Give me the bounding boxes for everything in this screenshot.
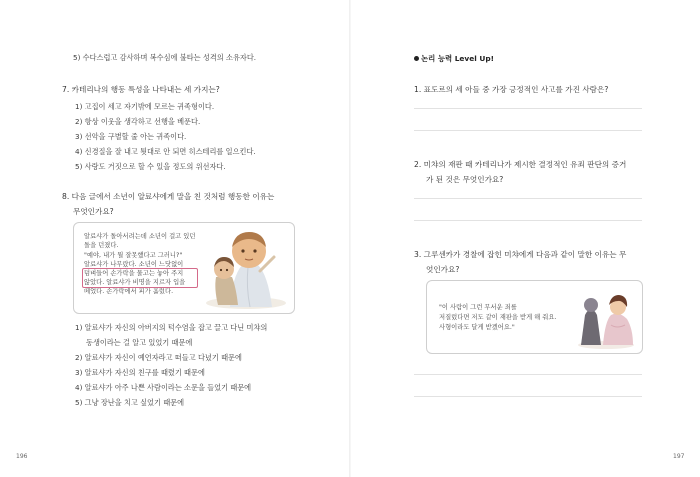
quote-line-1: "이 사람이 그런 무서운 죄를 [439, 304, 517, 311]
excerpt-line-5: 덤벼들어 손가락을 물고는 놓아 주지 [84, 270, 184, 277]
q8-option-5: 5) 그냥 장난을 치고 싶었기 때문에 [75, 398, 185, 407]
quote-line-2: 저질렀다면 저도 같이 재판을 받게 해 줘요. [439, 314, 557, 321]
answer-line [414, 396, 642, 397]
q7-option-3: 3) 선악을 구별할 줄 아는 귀족이다. [75, 132, 187, 141]
section-heading [414, 54, 494, 64]
excerpt-line-3: "예야, 내가 뭘 잘못했다고 그러니?" [84, 252, 183, 259]
q8-excerpt-box [73, 222, 295, 314]
excerpt-line-7: 떼었다. 손가락에서 피가 흘렀다. [84, 288, 174, 295]
q6-option-5: 5) 수다스럽고 감사하며 복수심에 불타는 성격의 소유자다. [73, 53, 257, 62]
section-heading-text: 논리 능력 Level Up! [421, 54, 495, 63]
excerpt-line-4: 알료샤가 나무랐다. 소년이 느닷없이 [84, 261, 184, 268]
q7-option-2: 2) 항상 이웃을 생각하고 선행을 베푼다. [75, 117, 201, 126]
q8-option-1-line2: 동생이라는 걸 알고 있었기 때문에 [86, 338, 193, 347]
bullet-icon [414, 56, 419, 61]
alyosha-illustration [202, 227, 290, 309]
excerpt-line-2: 돌을 던졌다. [84, 242, 119, 249]
grushenka-illustration [575, 285, 637, 349]
right-q2-line1: 2. 미챠의 재판 때 카테리나가 제시한 결정적인 유죄 판단의 증거 [414, 160, 627, 169]
q8-question-line1: 8. 다음 글에서 소년이 알료샤에게 말을 친 것처럼 행동한 이유는 [62, 192, 275, 201]
q7-option-4: 4) 신경질을 잘 내고 툇대로 안 되면 히스테리를 일으킨다. [75, 147, 256, 156]
answer-line [414, 220, 642, 221]
answer-line [414, 108, 642, 109]
right-page [350, 0, 700, 477]
answer-line [414, 374, 642, 375]
q8-option-3: 3) 알료샤가 자신의 친구를 때렸기 때문에 [75, 368, 205, 377]
right-q2-line2: 가 된 것은 무엇인가요? [426, 175, 504, 184]
excerpt-line-1: 알료샤가 돌아서려는데 소년이 걸고 있던 [84, 233, 196, 240]
q8-question-line2: 무엇인가요? [73, 207, 114, 216]
q8-option-4: 4) 알료샤가 아주 나쁜 사람이라는 소문을 들었기 때문에 [75, 383, 252, 392]
page-number-left: 196 [16, 453, 28, 460]
excerpt-highlight [82, 268, 198, 288]
answer-line [414, 198, 642, 199]
q8-option-1-line1: 1) 알료샤가 자신의 아버지의 턱수염을 잡고 끌고 다닌 미챠의 [75, 323, 268, 332]
q7-option-5: 5) 사랑도 거짓으로 할 수 있을 정도의 위선자다. [75, 162, 226, 171]
right-q1: 1. 표도르의 세 아들 중 가장 긍정적인 사고를 가진 사람은? [414, 85, 609, 94]
right-q3-line2: 엇인가요? [426, 265, 460, 274]
q3-quote-box [426, 280, 643, 354]
q7-question: 7. 카테리나의 행동 특성을 나타내는 세 가지는? [62, 85, 220, 94]
excerpt-line-6: 않았다. 알료샤가 비명을 지르자 입을 [84, 279, 186, 286]
q8-option-2: 2) 알료샤가 자신이 예언자라고 떠들고 다녔기 때문에 [75, 353, 242, 362]
answer-line [414, 130, 642, 131]
right-q3-line1: 3. 그루센카가 경찰에 잡힌 미챠에게 다음과 같이 말한 이유는 무 [414, 250, 627, 259]
q7-option-1: 1) 고집이 세고 자기밖에 모르는 귀족형이다. [75, 102, 215, 111]
page-number-right: 197 [673, 453, 685, 460]
quote-line-3: 사형이라도 달게 받겠어요." [439, 324, 515, 331]
